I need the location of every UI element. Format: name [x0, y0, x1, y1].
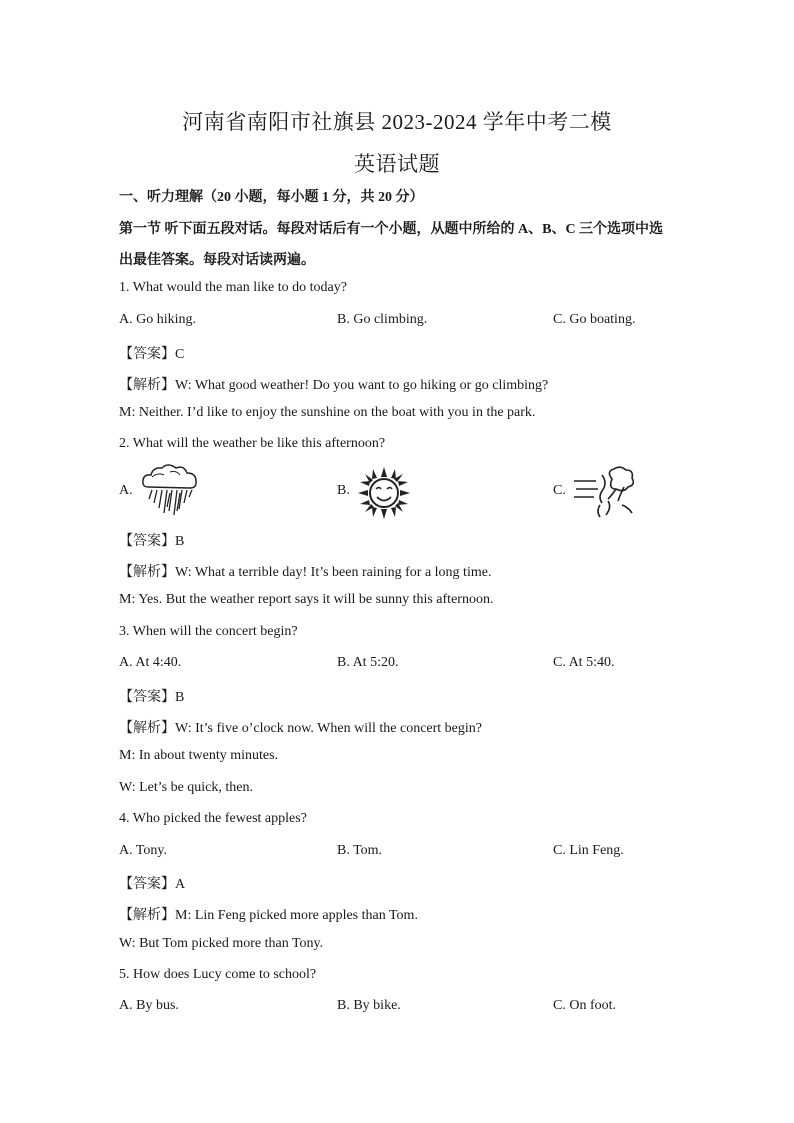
option-b: B. — [337, 483, 350, 498]
wind-icon — [572, 465, 638, 519]
analysis-line: M: In about twenty minutes. — [119, 748, 279, 763]
option-a: A. Go hiking. — [119, 312, 196, 327]
page-subtitle: 英语试题 — [354, 152, 440, 176]
answer-line: 【答案】B — [119, 690, 185, 705]
instruction-line-1: 第一节 听下面五段对话。每段对话后有一个小题，从题中所给的 A、B、C 三个选项中选 — [119, 222, 664, 237]
option-a: A. At 4:40. — [119, 655, 182, 670]
option-c: C. On foot. — [553, 998, 616, 1013]
section-heading: 一、听力理解（20 小题，每小题 1 分，共 20 分） — [119, 190, 424, 205]
analysis-line: 【解析】M: Lin Feng picked more apples than Tom. — [119, 908, 418, 923]
option-b: B. Tom. — [337, 843, 383, 858]
option-c: C. At 5:40. — [553, 655, 615, 670]
answer-line: 【答案】C — [119, 347, 185, 362]
analysis-line: W: Let’s be quick, then. — [119, 780, 253, 795]
page-title: 河南省南阳市社旗县 2023-2024 学年中考二模 — [182, 110, 612, 134]
option-b: B. At 5:20. — [337, 655, 399, 670]
question-stem: 5. How does Lucy come to school? — [119, 967, 317, 982]
option-a: A. Tony. — [119, 843, 168, 858]
option-c: C. Go boating. — [553, 312, 636, 327]
analysis-line: M: Neither. I’d like to enjoy the sunshine on the boat with you in the park. — [119, 405, 536, 420]
question-stem: 2. What will the weather be like this afternoon? — [119, 436, 386, 451]
analysis-line: 【解析】W: What good weather! Do you want to go hiking or go climbing? — [119, 378, 549, 393]
rain-cloud-icon — [140, 463, 202, 517]
option-c: C. Lin Feng. — [553, 843, 624, 858]
question-stem: 4. Who picked the fewest apples? — [119, 811, 307, 826]
analysis-line: 【解析】W: What a terrible day! It’s been raining for a long time. — [119, 565, 492, 580]
question-stem: 1. What would the man like to do today? — [119, 280, 347, 295]
instruction-line-2: 出最佳答案。每段对话读两遍。 — [119, 253, 315, 268]
option-a: A. — [119, 483, 133, 498]
option-c: C. — [553, 483, 566, 498]
question-stem: 3. When will the concert begin? — [119, 624, 298, 639]
answer-line: 【答案】A — [119, 877, 186, 892]
analysis-line: M: Yes. But the weather report says it will be sunny this afternoon. — [119, 592, 494, 607]
answer-line: 【答案】B — [119, 534, 185, 549]
option-a: A. By bus. — [119, 998, 179, 1013]
option-b: B. By bike. — [337, 998, 401, 1013]
sun-icon — [356, 465, 412, 521]
analysis-line: 【解析】W: It’s five o’clock now. When will the concert begin? — [119, 721, 482, 736]
analysis-line: W: But Tom picked more than Tony. — [119, 936, 324, 951]
option-b: B. Go climbing. — [337, 312, 428, 327]
